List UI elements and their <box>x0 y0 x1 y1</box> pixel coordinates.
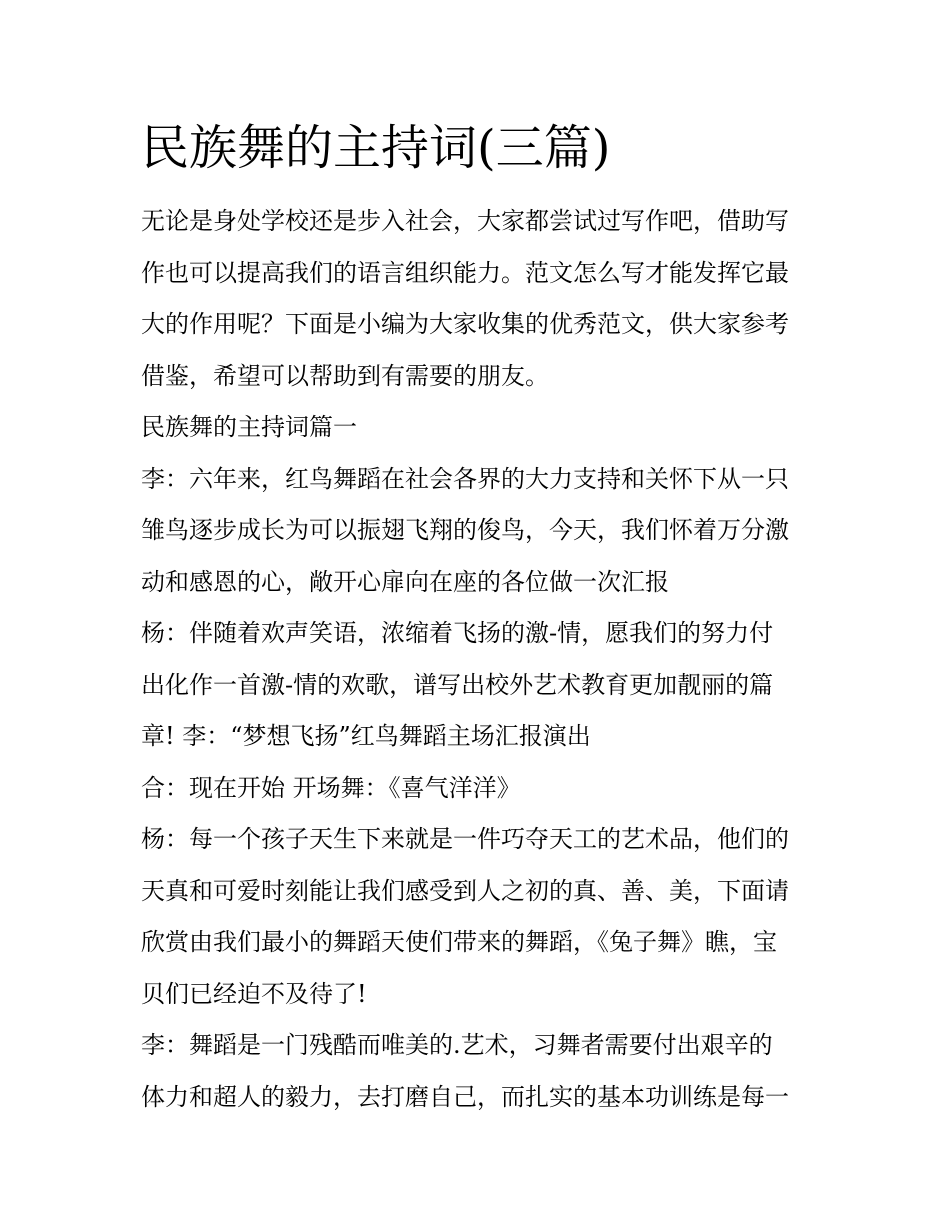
text-line: 欣赏由我们最小的舞蹈天使们带来的舞蹈，《兔子舞》瞧，宝 <box>141 928 777 956</box>
text-line: 雏鸟逐步成长为可以振翅飞翔的俊鸟，今天，我们怀着万分激 <box>141 516 789 544</box>
text-line: 杨：伴随着欢声笑语，浓缩着飞扬的激-情，愿我们的努力付 <box>141 619 774 647</box>
text-line: 动和感恩的心，敞开心扉向在座的各位做一次汇报 <box>141 567 669 596</box>
document-title: 民族舞的主持词(三篇) <box>141 120 611 176</box>
text-line: 作也可以提高我们的语言组织能力。范文怎么写才能发挥它最 <box>141 258 789 287</box>
text-line: 借鉴，希望可以帮助到有需要的朋友。 <box>141 361 549 390</box>
text-line: 杨：每一个孩子天生下来就是一件巧夺天工的艺术品，他们的 <box>141 825 789 853</box>
text-line: 体力和超人的毅力，去打磨自己，而扎实的基本功训练是每一 <box>141 1082 789 1111</box>
text-line: 贝们已经迫不及待了! <box>141 979 367 1008</box>
text-line: 合：现在开始 开场舞：《喜气洋洋》 <box>141 773 521 802</box>
text-line: 无论是身处学校还是步入社会，大家都尝试过写作吧，借助写 <box>141 207 789 235</box>
text-line: 李：六年来，红鸟舞蹈在社会各界的大力支持和关怀下从一只 <box>141 464 789 493</box>
text-line: 大的作用呢？下面是小编为大家收集的优秀范文，供大家参考 <box>141 310 789 338</box>
document-body <box>141 196 821 1123</box>
section-heading: 民族舞的主持词篇一 <box>141 413 357 441</box>
text-line: 天真和可爱时刻能让我们感受到人之初的真、善、美，下面请 <box>141 876 789 905</box>
text-line: 出化作一首激-情的欢歌，谱写出校外艺术教育更加靓丽的篇 <box>141 670 774 699</box>
text-line: 章! 李：“梦想飞扬”红鸟舞蹈主场汇报演出 <box>141 722 591 750</box>
text-line: 李：舞蹈是一门残酷而唯美的.艺术，习舞者需要付出艰辛的 <box>141 1031 773 1059</box>
